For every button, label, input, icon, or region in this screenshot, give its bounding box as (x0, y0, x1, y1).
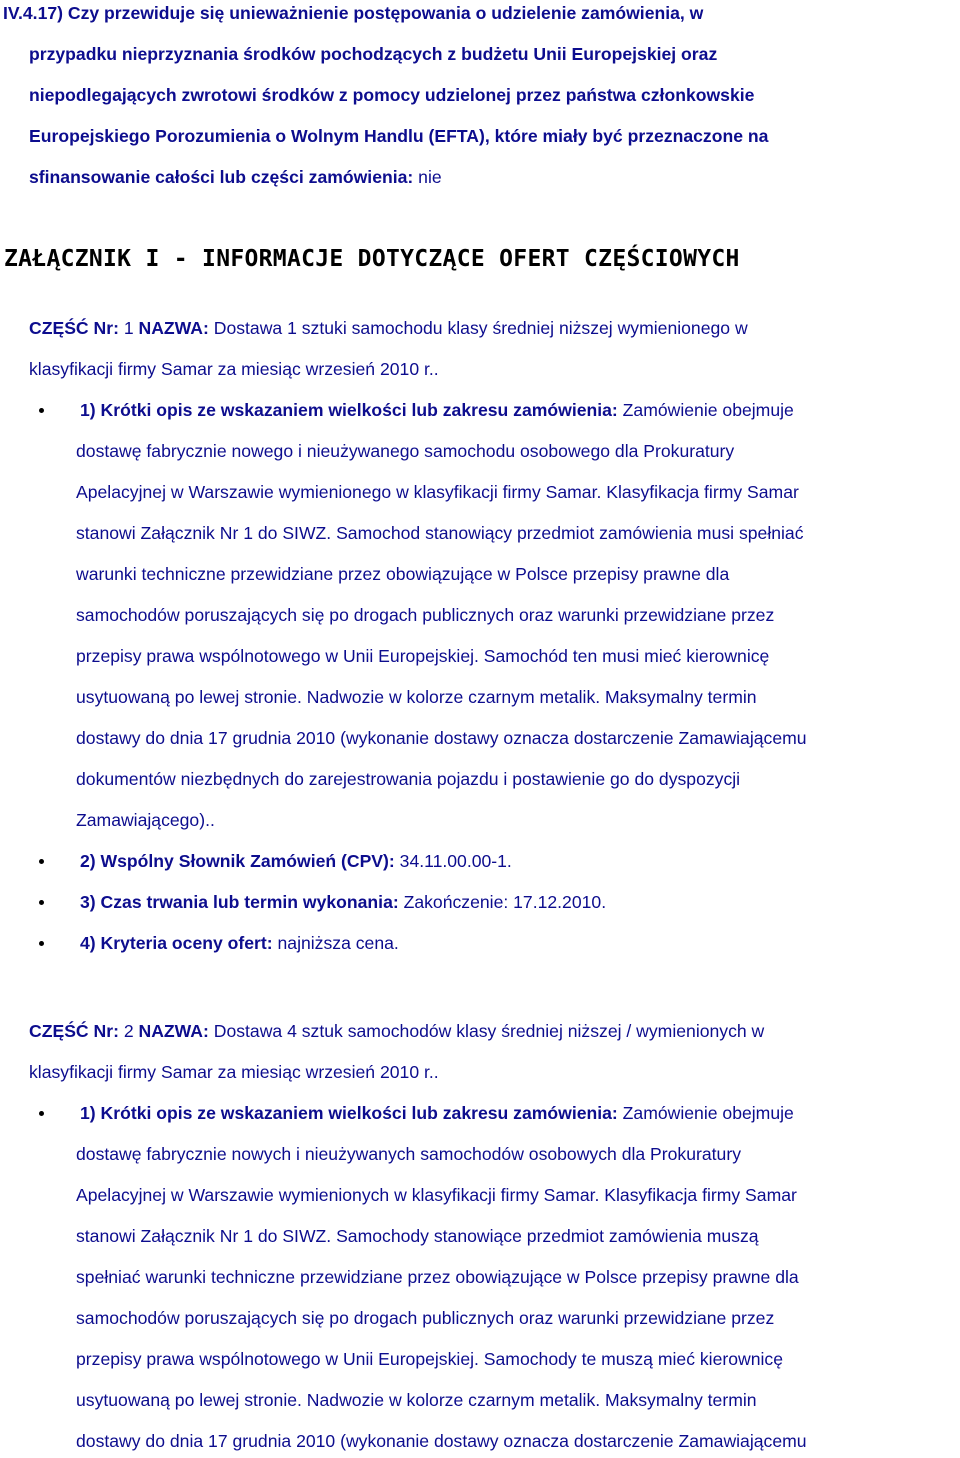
part-name-label: NAZWA: (138, 1021, 209, 1041)
part-1-item-1 (80, 400, 794, 420)
item-text-line: przepisy prawa wspólnotowego w Unii Europejskiej. Samochody te muszą mieć kierownicę (76, 1349, 783, 1369)
part-nr-label: CZĘŚĆ Nr: (29, 1021, 119, 1041)
section-iv-4-17-line: IV.4.17) Czy przewiduje się unieważnienie postępowania o udzielenie zamówienia, w (3, 3, 704, 23)
item-value: 34.11.00.00-1. (394, 851, 512, 871)
bullet-icon (39, 859, 44, 864)
section-iv-4-17-line: przypadku nieprzyznania środków pochodzących z budżetu Unii Europejskiej oraz (29, 44, 718, 64)
field-label: sfinansowanie całości lub części zamówienia: (29, 167, 414, 187)
part-name-label: NAZWA: (138, 318, 209, 338)
item-text-line: dostawę fabrycznie nowych i nieużywanych samochodów osobowych dla Prokuratury (76, 1144, 741, 1164)
part-1-header-cont: klasyfikacji firmy Samar za miesiąc wrzesień 2010 r.. (29, 359, 439, 379)
item-text-line: stanowi Załącznik Nr 1 do SIWZ. Samochody stanowiące przedmiot zamówienia muszą (76, 1226, 759, 1246)
part-nr-label: CZĘŚĆ Nr: (29, 318, 119, 338)
item-label: 1) Krótki opis ze wskazaniem wielkości lub zakresu zamówienia: (80, 1103, 618, 1123)
item-label: 1) Krótki opis ze wskazaniem wielkości lub zakresu zamówienia: (80, 400, 618, 420)
section-iv-4-17-line: niepodlegających zwrotowi środków z pomocy udzielonej przez państwa członkowskie (29, 85, 755, 105)
item-value: Zakończenie: 17.12.2010. (398, 892, 607, 912)
item-label: 2) Wspólny Słownik Zamówień (CPV): (80, 851, 395, 871)
item-text-line: usytuowaną po lewej stronie. Nadwozie w kolorze czarnym metalik. Maksymalny termin (76, 1390, 757, 1410)
part-name-value: Dostawa 4 sztuk samochodów klasy średniej niższej / wymienionych w (208, 1021, 765, 1041)
item-text-line: warunki techniczne przewidziane przez obowiązujące w Polsce przepisy prawne dla (76, 564, 730, 584)
item-value: najniższa cena. (272, 933, 399, 953)
item-label: 4) Kryteria oceny ofert: (80, 933, 273, 953)
item-text-line: dostawę fabrycznie nowego i nieużywanego samochodu osobowego dla Prokuratury (76, 441, 735, 461)
item-text-line: spełniać warunki techniczne przewidziane przez obowiązujące w Polsce przepisy prawne dla (76, 1267, 799, 1287)
section-iv-4-17-line (29, 167, 442, 187)
item-text-line: Zamawiającego).. (76, 810, 215, 830)
bullet-icon (39, 900, 44, 905)
section-iv-4-17-line: Europejskiego Porozumienia o Wolnym Handlu (EFTA), które miały być przeznaczone na (29, 126, 769, 146)
part-2-header (29, 1021, 764, 1041)
bullet-icon (39, 408, 44, 413)
part-nr-value: 2 (118, 1021, 139, 1041)
item-text-line: dostawy do dnia 17 grudnia 2010 (wykonanie dostawy oznacza dostarczenie Zamawiającemu (76, 1431, 807, 1451)
part-name-value: Dostawa 1 sztuki samochodu klasy średniej niższej wymienionego w (208, 318, 748, 338)
item-text-line: przepisy prawa wspólnotowego w Unii Europejskiej. Samochód ten musi mieć kierownicę (76, 646, 770, 666)
item-text-line: samochodów poruszających się po drogach publicznych oraz warunki przewidziane przez (76, 605, 775, 625)
part-1-header (29, 318, 748, 338)
part-nr-value: 1 (118, 318, 139, 338)
bullet-icon (39, 941, 44, 946)
part-1-item-3 (80, 892, 606, 912)
part-1-item-2 (80, 851, 512, 871)
item-text-line: Apelacyjnej w Warszawie wymienionego w klasyfikacji firmy Samar. Klasyfikacja firmy Samar (76, 482, 799, 502)
annex-heading: ZAŁĄCZNIK I - INFORMACJE DOTYCZĄCE OFERT CZĘŚCIOWYCH (4, 246, 740, 272)
part-2-header-cont: klasyfikacji firmy Samar za miesiąc wrzesień 2010 r.. (29, 1062, 439, 1082)
part-1-item-4 (80, 933, 399, 953)
item-text-line: samochodów poruszających się po drogach publicznych oraz warunki przewidziane przez (76, 1308, 775, 1328)
field-value: nie (413, 167, 442, 187)
item-text-line: dostawy do dnia 17 grudnia 2010 (wykonanie dostawy oznacza dostarczenie Zamawiającemu (76, 728, 807, 748)
item-label: 3) Czas trwania lub termin wykonania: (80, 892, 399, 912)
bullet-icon (39, 1111, 44, 1116)
item-text-line: usytuowaną po lewej stronie. Nadwozie w kolorze czarnym metalik. Maksymalny termin (76, 687, 757, 707)
item-text-line: Apelacyjnej w Warszawie wymienionych w klasyfikacji firmy Samar. Klasyfikacja firmy Samar (76, 1185, 797, 1205)
part-2-item-1 (80, 1103, 794, 1123)
item-value: Zamówienie obejmuje (617, 400, 794, 420)
item-text-line: dokumentów niezbędnych do zarejestrowania pojazdu i postawienie go do dyspozycji (76, 769, 741, 789)
item-text-line: stanowi Załącznik Nr 1 do SIWZ. Samochod stanowiący przedmiot zamówienia musi spełniać (76, 523, 804, 543)
item-value: Zamówienie obejmuje (617, 1103, 794, 1123)
